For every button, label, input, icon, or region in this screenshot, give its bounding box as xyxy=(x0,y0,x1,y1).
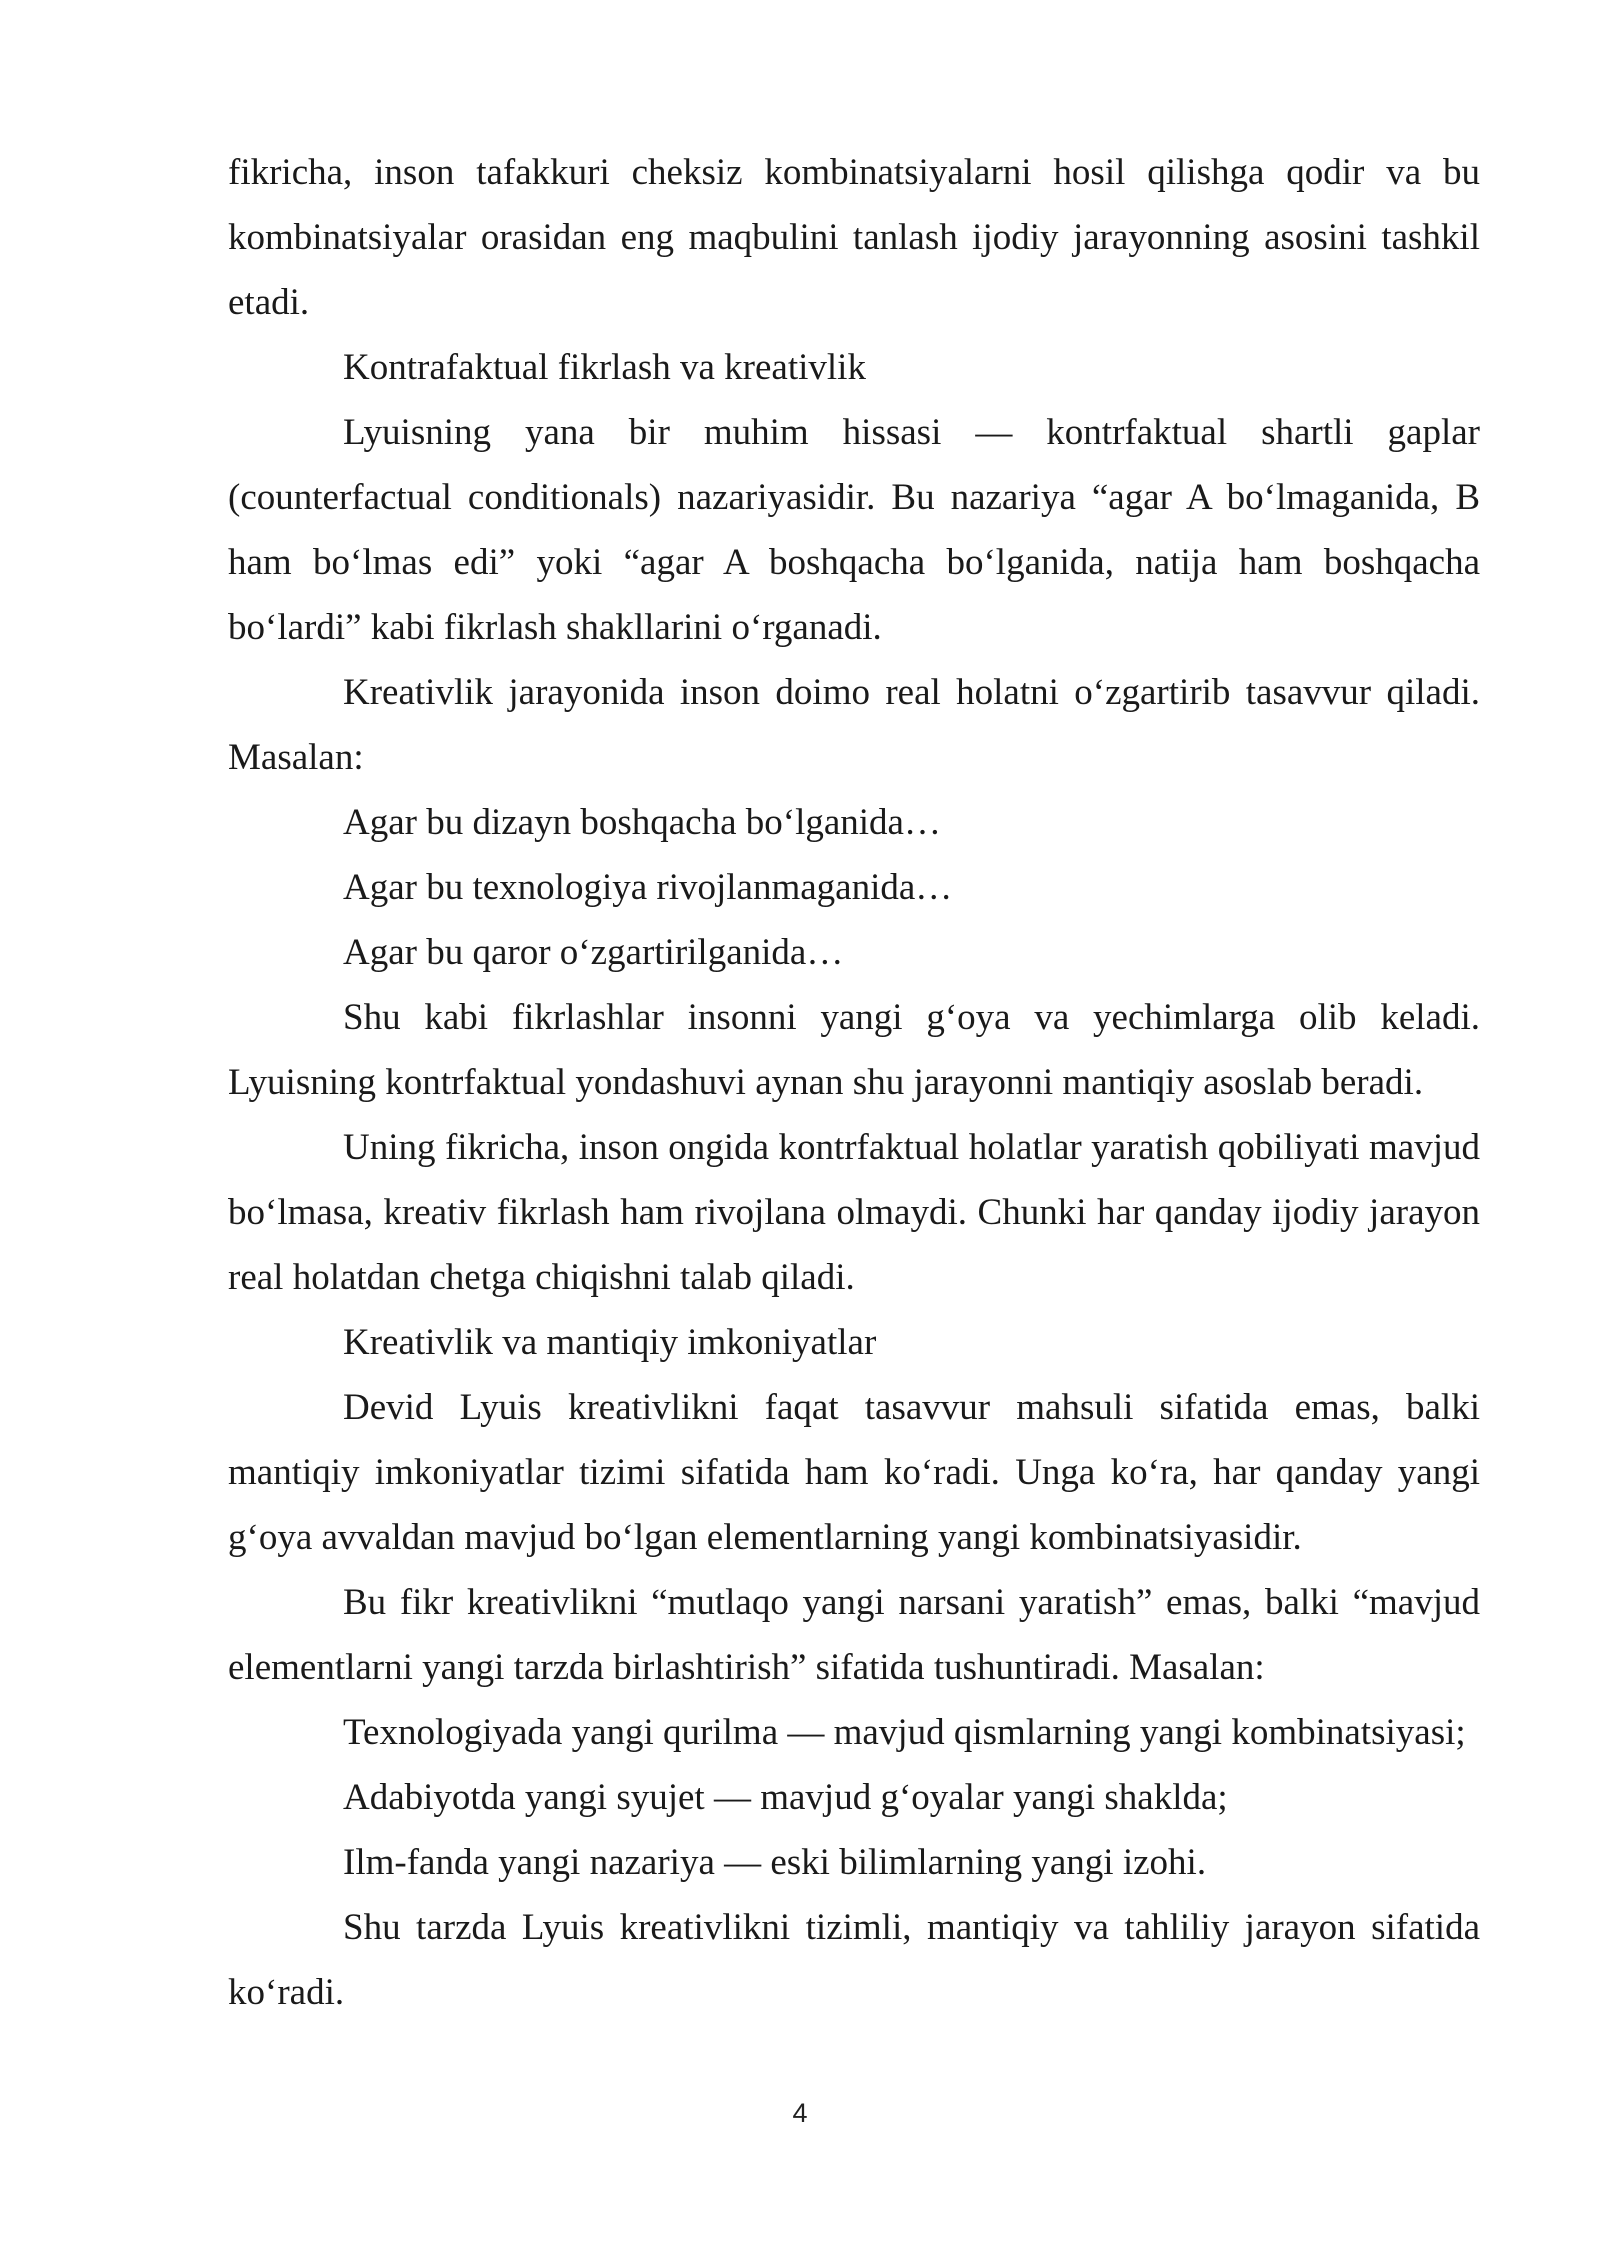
paragraph: Shu tarzda Lyuis kreativlikni tizimli, mantiqiy va tahliliy jarayon sifatida ko‘radi. xyxy=(228,1907,1480,2013)
section-heading-counterfactual: Kontrafaktual fikrlash va kreativlik xyxy=(343,347,866,388)
example-line: Agar bu qaror o‘zgartirilganida… xyxy=(343,932,844,973)
paragraph: Devid Lyuis kreativlikni faqat tasavvur mahsuli sifatida emas, balki mantiqiy imkoniyatlar tizimi sifatida ham ko‘radi. Unga ko‘ra, har qanday yangi g‘oya avvaldan mavjud bo‘lgan elementlarning yangi kombinatsiyasidir. xyxy=(228,1387,1480,1558)
paragraph: Shu kabi fikrlashlar insonni yangi g‘oya va yechimlarga olib keladi. Lyuisning kontrfaktual yondashuvi aynan shu jarayonni mantiqiy asoslab beradi. xyxy=(228,997,1480,1103)
document-page xyxy=(228,140,1480,2025)
example-line: Ilm-fanda yangi nazariya — eski bilimlarning yangi izohi. xyxy=(343,1842,1207,1883)
paragraph: Bu fikr kreativlikni “mutlaqo yangi narsani yaratish” emas, balki “mavjud elementlarni yangi tarzda birlashtirish” sifatida tushuntiradi. Masalan: xyxy=(228,1582,1480,1688)
paragraph: Kreativlik jarayonida inson doimo real holatni o‘zgartirib tasavvur qiladi. Masalan: xyxy=(228,672,1480,778)
page-number: 4 xyxy=(792,2098,808,2128)
example-line: Agar bu dizayn boshqacha bo‘lganida… xyxy=(343,802,941,843)
example-line: Texnologiyada yangi qurilma — mavjud qismlarning yangi kombinatsiyasi; xyxy=(343,1712,1466,1753)
example-line: Adabiyotda yangi syujet — mavjud g‘oyalar yangi shaklda; xyxy=(343,1777,1228,1818)
paragraph: Lyuisning yana bir muhim hissasi — kontrfaktual shartli gaplar (counterfactual conditionals) nazariyasidir. Bu nazariya “agar A bo‘lmaganida, B ham bo‘lmas edi” yoki “agar A boshqacha bo‘lganida, natija ham boshqacha bo‘lardi” kabi fikrlash shakllarini o‘rganadi. xyxy=(228,412,1480,648)
example-line: Agar bu texnologiya rivojlanmaganida… xyxy=(343,867,953,908)
paragraph-continuation: fikricha, inson tafakkuri cheksiz kombinatsiyalarni hosil qilishga qodir va bu kombinatsiyalar orasidan eng maqbulini tanlash ijodiy jarayonning asosini tashkil etadi. xyxy=(228,152,1480,323)
section-heading-logical-possibilities: Kreativlik va mantiqiy imkoniyatlar xyxy=(343,1322,877,1363)
paragraph: Uning fikricha, inson ongida kontrfaktual holatlar yaratish qobiliyati mavjud bo‘lmasa, kreativ fikrlash ham rivojlana olmaydi. Chunki har qanday ijodiy jarayon real holatdan chetga chiqishni talab qiladi. xyxy=(228,1127,1480,1298)
